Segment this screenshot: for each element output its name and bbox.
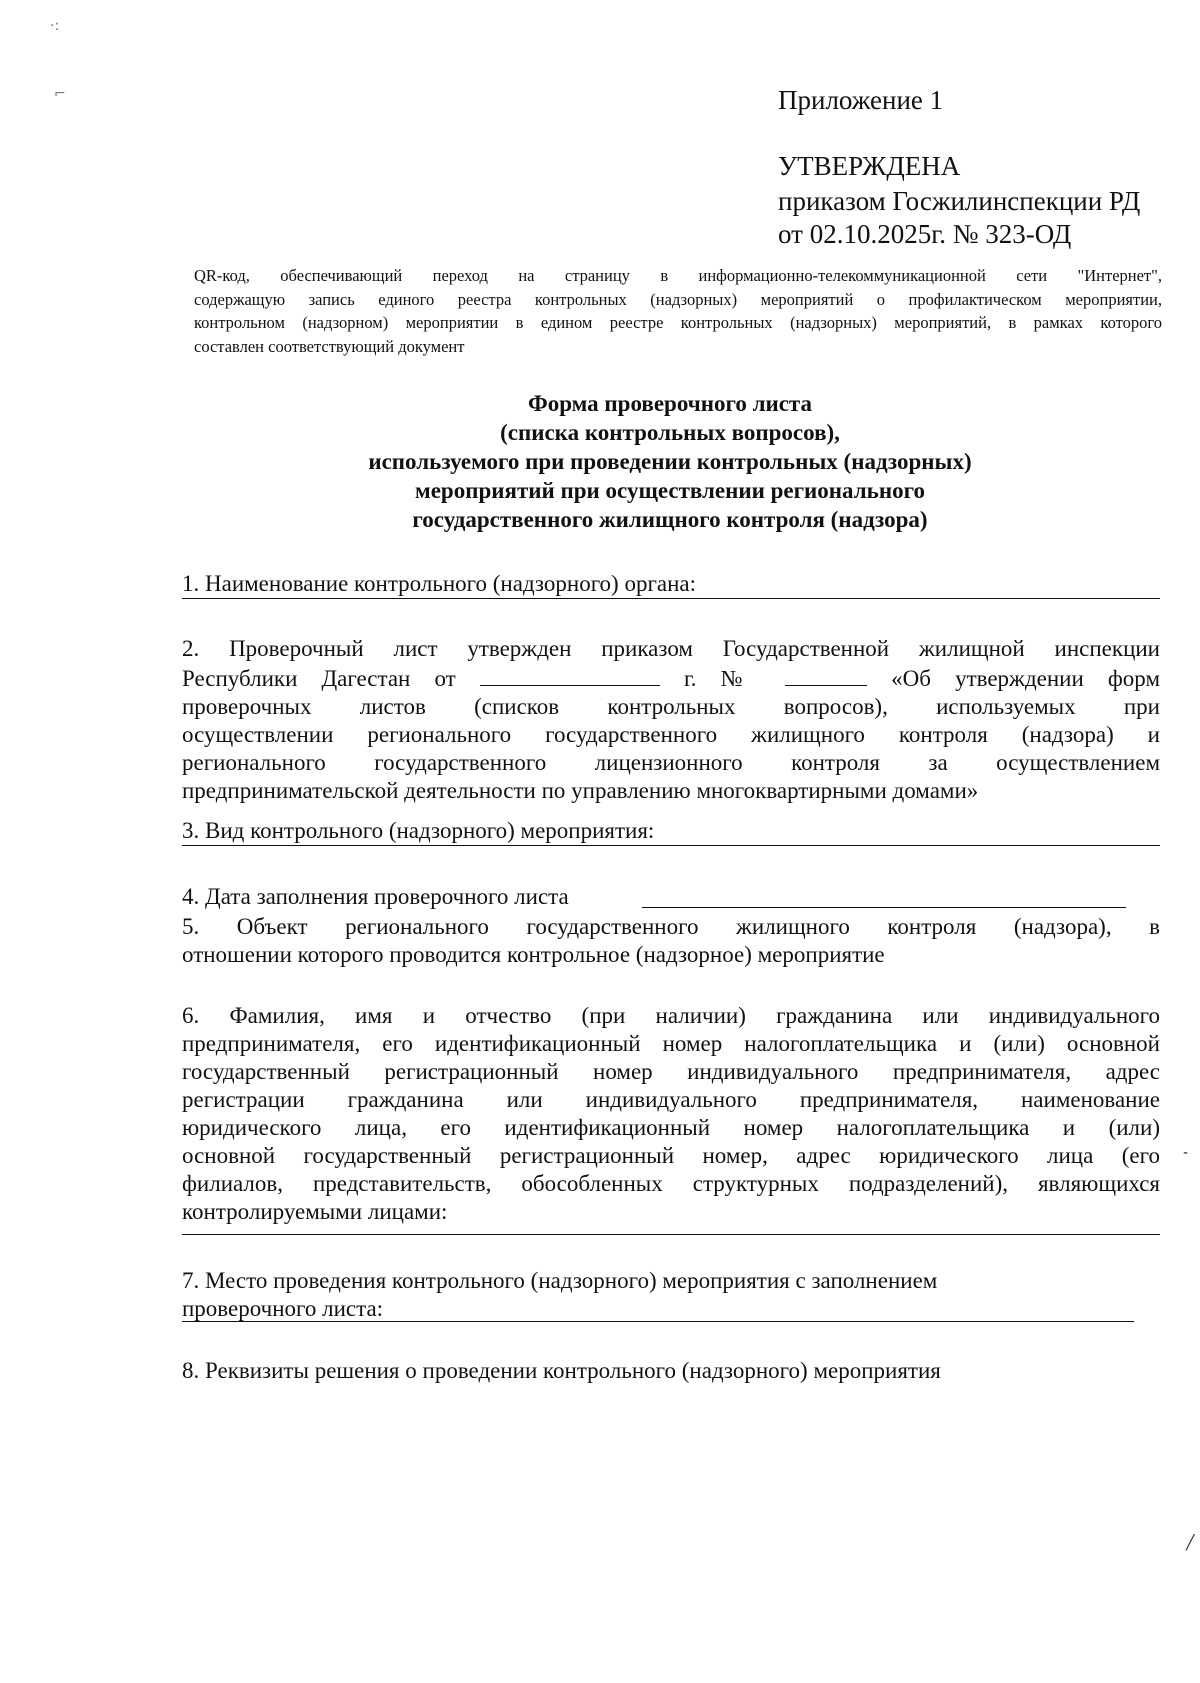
title-line: мероприятий при осуществлении регионального bbox=[415, 478, 925, 503]
title-line: государственного жилищного контроля (надзора) bbox=[412, 507, 928, 532]
item-4-label: 4. Дата заполнения проверочного листа bbox=[182, 884, 569, 909]
item-2-from: от bbox=[434, 666, 456, 691]
item-4-fill-line bbox=[642, 907, 1126, 908]
item-6-line: филиалов, представительств, обособленных структурных подразделений), являющихся bbox=[182, 1171, 1160, 1196]
item-7-fill-line bbox=[182, 1321, 1134, 1322]
item-3-fill-line bbox=[182, 845, 1160, 846]
form-title bbox=[240, 389, 1100, 534]
item-1-control-body bbox=[182, 570, 1160, 598]
appendix-label: Приложение 1 bbox=[778, 85, 944, 115]
item-7-line: проверочного листа: bbox=[182, 1296, 384, 1321]
scan-mark: ⌐ bbox=[54, 86, 66, 102]
item-3-event-type bbox=[182, 817, 1160, 845]
item-2-line: проверочных листов (списков контрольных вопросов), используемых при bbox=[182, 694, 1160, 719]
item-2-republic: Республики Дагестан bbox=[182, 666, 411, 691]
approved-label: УТВЕРЖДЕНА bbox=[778, 151, 961, 181]
scan-mark: ·: bbox=[50, 18, 60, 34]
item-2-order-reference bbox=[182, 635, 1160, 805]
scan-mark: ╱ bbox=[1186, 1535, 1195, 1551]
item-2-line: 2. Проверочный лист утвержден приказом Государственной жилищной инспекции bbox=[182, 636, 1160, 661]
title-line: Форма проверочного листа bbox=[527, 391, 813, 416]
item-7-place bbox=[182, 1267, 1160, 1323]
item-2-line: осуществлении регионального государственного жилищного контроля (надзора) и bbox=[182, 722, 1160, 747]
qr-note-line: содержащую запись единого реестра контрольных (надзорных) мероприятий о профилактическом мероприятии, bbox=[194, 289, 1162, 309]
item-6-line: основной государственный регистрационный номер, адрес юридического лица (его bbox=[182, 1143, 1160, 1168]
item-6-line: 6. Фамилия, имя и отчество (при наличии) гражданина или индивидуального bbox=[182, 1003, 1160, 1028]
item-6-line: регистрации гражданина или индивидуального предпринимателя, наименование bbox=[182, 1087, 1160, 1112]
qr-note-line: QR-код, обеспечивающий переход на страницу в информационно-телекоммуникационной сети "Интернет", bbox=[194, 266, 1162, 285]
item-6-line: контролируемыми лицами: bbox=[182, 1199, 448, 1224]
item-6-line: юридического лица, его идентификационный номер налогоплательщика и (или) bbox=[182, 1115, 1160, 1140]
title-line: используемого при проведении контрольных (надзорных) bbox=[368, 449, 972, 474]
item-3-label: 3. Вид контрольного (надзорного) мероприятия: bbox=[182, 818, 655, 843]
item-2-line: предпринимательской деятельности по управлению многоквартирными домами» bbox=[182, 778, 979, 803]
item-6-fill-line bbox=[182, 1234, 1160, 1235]
item-1-label: 1. Наименование контрольного (надзорного) органа: bbox=[182, 571, 697, 596]
item-6-controlled-person bbox=[182, 1002, 1160, 1226]
qr-code-note bbox=[194, 264, 1162, 358]
item-5-control-object bbox=[182, 913, 1160, 969]
item-6-line: предпринимателя, его идентификационный номер налогоплательщика и (или) основной bbox=[182, 1031, 1160, 1056]
item-2-date-blank bbox=[480, 663, 660, 686]
approved-date-line: от 02.10.2025г. № 323-ОД bbox=[778, 219, 1072, 249]
item-8-decision-details bbox=[182, 1357, 1160, 1385]
item-2-line: регионального государственного лицензионного контроля за осуществлением bbox=[182, 750, 1160, 775]
item-5-line: 5. Объект регионального государственного жилищного контроля (надзора), в bbox=[182, 914, 1160, 939]
qr-note-line: контрольном (надзорном) мероприятии в едином реестре контрольных (надзорных) мероприятий, в рамках которого bbox=[194, 313, 1162, 332]
scan-mark: ‐ bbox=[1183, 1145, 1189, 1161]
item-5-line: отношении которого проводится контрольное (надзорное) мероприятие bbox=[182, 942, 885, 967]
qr-note-line: составлен соответствующий документ bbox=[194, 336, 465, 356]
item-2-order-title-start: «Об утверждении форм bbox=[891, 666, 1161, 691]
item-2-line bbox=[182, 663, 1160, 693]
item-2-number-blank bbox=[785, 663, 867, 686]
item-7-line: 7. Место проведения контрольного (надзорного) мероприятия с заполнением bbox=[182, 1268, 938, 1293]
item-2-number-label: г. № bbox=[683, 666, 761, 691]
approved-order-line: приказом Госжилинспекции РД bbox=[778, 186, 1141, 216]
title-line: (списка контрольных вопросов), bbox=[500, 420, 840, 445]
item-1-fill-line bbox=[182, 598, 1160, 599]
item-6-line: государственный регистрационный номер индивидуального предпринимателя, адрес bbox=[182, 1059, 1160, 1084]
item-8-label: 8. Реквизиты решения о проведении контрольного (надзорного) мероприятия bbox=[182, 1358, 941, 1383]
